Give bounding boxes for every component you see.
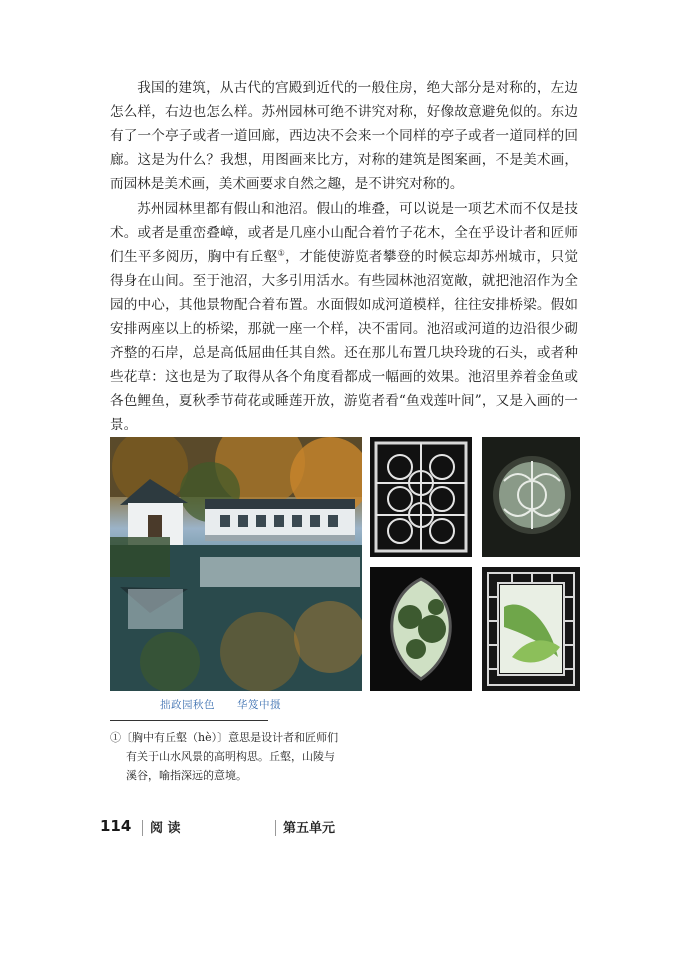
round-window-photo: [482, 437, 580, 557]
paragraph-1-text: 我国的建筑，从古代的宫殿到近代的一般住房，绝大部分是对称的，左边怎么样，右边也怎么样。苏州园林可绝不讲究对称，好像故意避免似的。东边有了一个亭子或者一道回廊，西边决不会来一个同样的亭子或者一道同样的回廊。这是为什么？我想，用图画来比方，对称的建筑是图案画，不是美术画，而园林是美术画，美术画要求自然之趣，是不讲究对称的。: [110, 80, 578, 192]
banana-leaf-window-photo: [482, 567, 580, 691]
unit-label: 第五单元: [283, 821, 336, 836]
garden-autumn-photo: [110, 437, 362, 691]
section-label: 阅 读: [150, 821, 181, 836]
paragraph-2-text-a: 苏州园林里都有假山和池沼。假山的堆叠，可以说是一项艺术而不仅是技术。或者是重峦叠嶂，或者是几座小山配合着竹子花木，全在乎设计者和匠师们生平多阅历，胸中有丘壑: [110, 201, 578, 265]
page-footer: [100, 817, 580, 841]
paragraph-rockery-ponds: [110, 197, 578, 437]
paragraph-2-text-b: ，才能使游览者攀登的时候忘却苏州城市，只觉得身在山间。至于池沼，大多引用活水。有些园林池沼宽敞，就把池沼作为全园的中心，其他景物配合着布置。水面假如成河道模样，往往安排桥梁。假如安排两座以上的桥梁，那就一座一个样，决不雷同。池沼或河道的边沿很少砌齐整的石岸，总是高低屈曲任其自然。还在那儿布置几块玲珑的石头，或者种些花草：这也是为了取得从各个角度看都成一幅画的效果。池沼里养着金鱼或各色鲤鱼，夏秋季节荷花或睡莲开放，游览者看“鱼戏莲叶间”，又是入画的一景。: [110, 249, 579, 433]
caption-photographer: 华笈中摄: [237, 699, 281, 711]
footnote-marker[interactable]: ①: [277, 248, 286, 258]
page-number: 114: [100, 817, 132, 835]
footnote-line-2: 有关于山水风景的高明构思。丘壑，山陵与: [126, 750, 335, 763]
leaf-window-photo: [370, 567, 472, 691]
paragraph-symmetry: [110, 76, 578, 196]
footnote-line-1: ①〔胸中有丘壑（hè）〕意思是设计者和匠师们: [110, 731, 339, 744]
footer-divider: [142, 820, 143, 836]
photo-group: [110, 437, 580, 692]
footnote-divider: [110, 720, 268, 721]
lattice-window-photo: [370, 437, 472, 557]
caption-title: 拙政园秋色: [160, 699, 215, 711]
footnote-line-3: 溪谷，喻指深远的意境。: [126, 769, 247, 782]
photo-caption: [160, 697, 380, 712]
footer-divider: [275, 820, 276, 836]
footnote: [110, 728, 360, 785]
